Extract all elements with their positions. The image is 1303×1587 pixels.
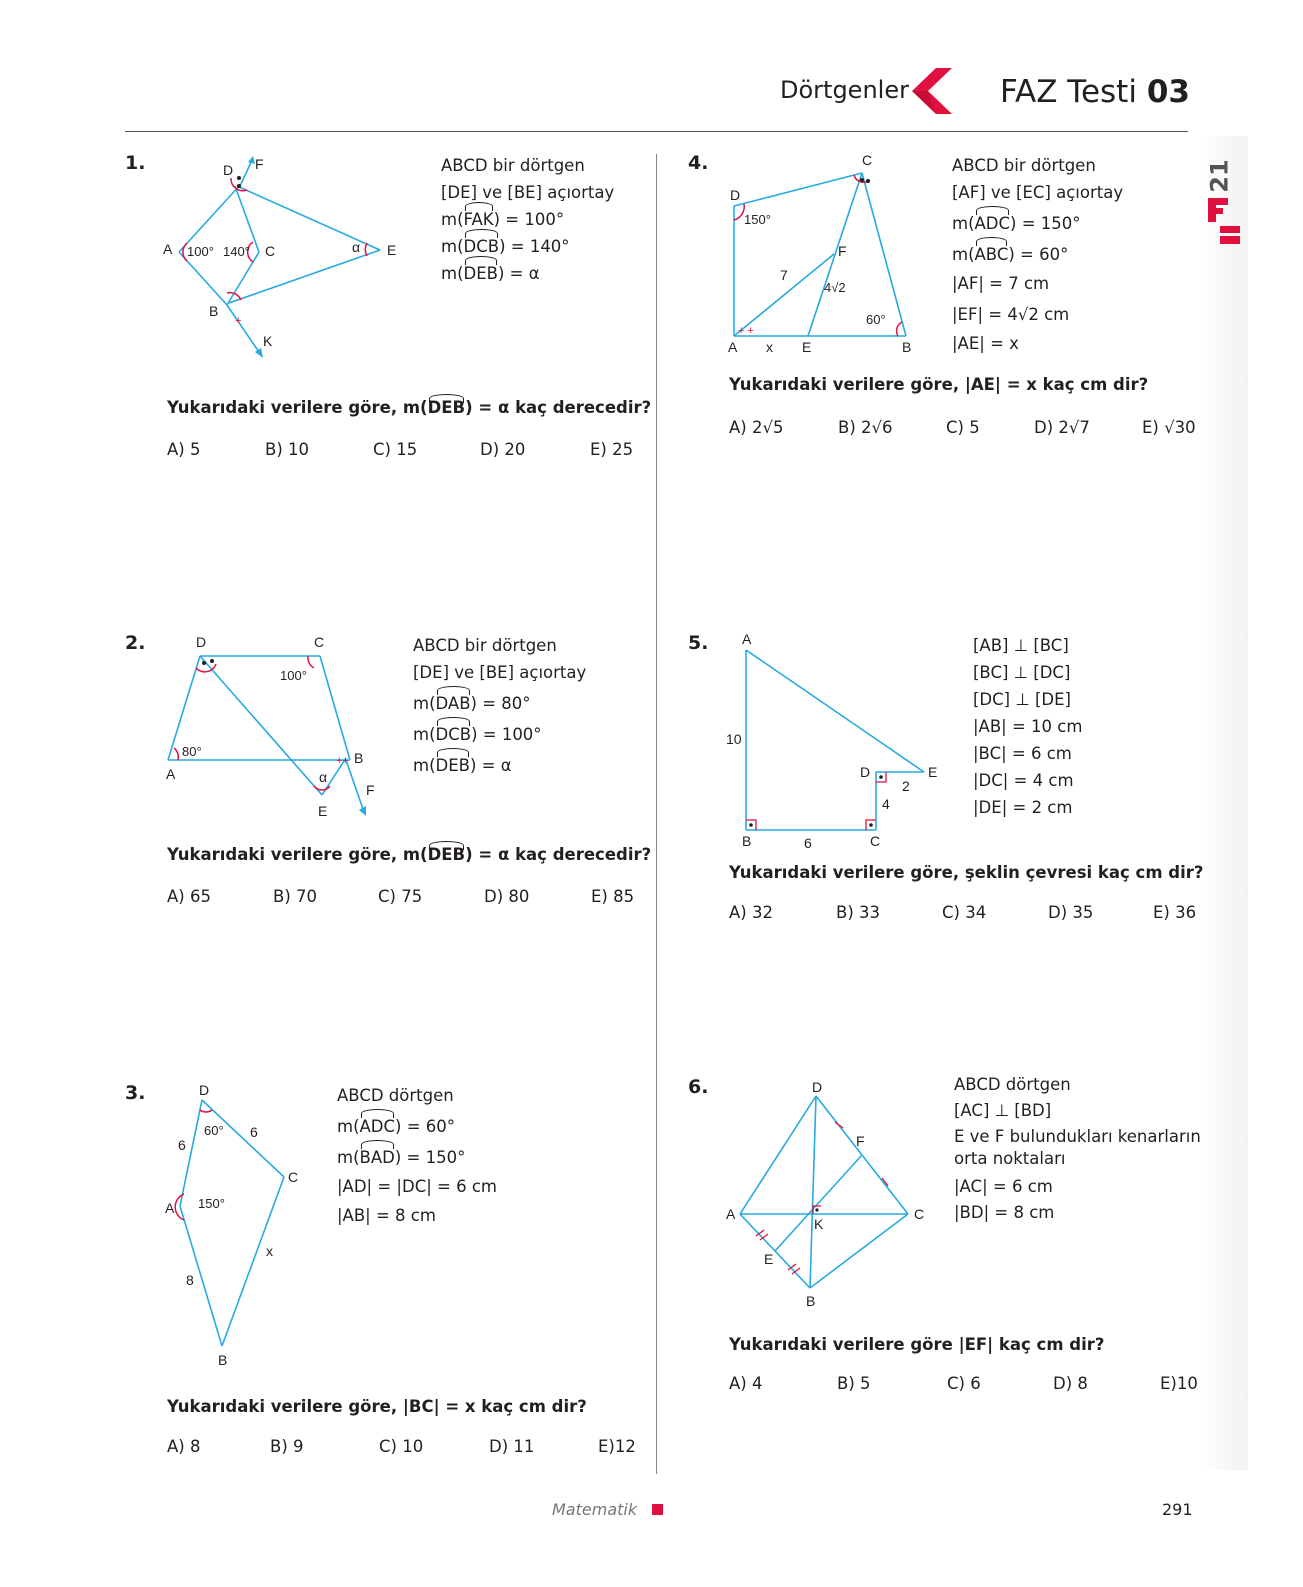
fig4-len-AE: x	[766, 339, 773, 355]
svg-text:++: ++	[336, 755, 349, 767]
givens-q3: ABCD dörtgen m(ADC) = 60° m(BAD) = 150° |AD| = |DC| = 6 cm |AB| = 8 cm	[337, 1086, 497, 1225]
fig2-angle-A: 80°	[182, 744, 202, 759]
givens-q4: ABCD bir dörtgen [AF] ve [EC] açıortay m(ADC) = 150° m(ABC) = 60° |AF| = 7 cm |EF| = 4√2 cm |AE| = x	[952, 156, 1124, 353]
fig3-label-C: C	[288, 1169, 299, 1185]
fig4-label-C: C	[862, 152, 873, 168]
fig5-len-BC: 6	[804, 835, 812, 850]
choice-q6-d[interactable]: D) 8	[1053, 1374, 1088, 1393]
svg-text:+: +	[235, 315, 242, 327]
fig4-label-A: A	[728, 339, 738, 355]
fig1-angle-E: α	[352, 239, 361, 255]
choice-q6-a[interactable]: A) 4	[729, 1374, 763, 1393]
choice-q5-c[interactable]: C) 34	[942, 903, 987, 922]
footer-subject: Matematik	[552, 1500, 638, 1519]
fig5-label-C: C	[870, 833, 881, 849]
question-number-3: 3.	[125, 1082, 146, 1104]
fig2-label-E: E	[318, 803, 328, 819]
chapter-topic: Dörtgenler	[780, 76, 909, 104]
fig4-label-D: D	[730, 187, 741, 203]
fig3-angle-D: 60°	[204, 1123, 224, 1138]
choice-q2-e[interactable]: E) 85	[591, 887, 635, 906]
fig2-angle-E: α	[319, 769, 328, 785]
fig3-label-B: B	[218, 1352, 228, 1368]
fig1-label-B: B	[209, 303, 219, 319]
fig6-label-D: D	[812, 1079, 823, 1095]
fig3-len-AB: 8	[186, 1272, 194, 1288]
footer-square-icon	[652, 1504, 663, 1515]
fig2-label-A: A	[166, 766, 176, 782]
fig4-label-F: F	[838, 243, 847, 259]
fig2-label-B: B	[354, 750, 364, 766]
fig1-label-E: E	[387, 242, 397, 258]
fig5-len-DC: 4	[882, 796, 890, 812]
fig3-len-DC: 6	[250, 1124, 258, 1140]
side-strip	[1200, 136, 1248, 1470]
choice-q4-b[interactable]: B) 2√6	[838, 418, 893, 437]
fig1-label-F: F	[255, 156, 264, 172]
question-number-6: 6.	[688, 1076, 709, 1098]
fig4-label-E: E	[802, 339, 812, 355]
question-q2: Yukarıdaki verilere göre, m(DEB) = α kaç derecedir?	[167, 845, 652, 864]
question-number-4: 4.	[688, 152, 709, 174]
figure-q5	[720, 630, 950, 850]
choice-q6-c[interactable]: C) 6	[947, 1374, 981, 1393]
fig4-label-B: B	[902, 339, 912, 355]
chevron-left-icon	[902, 66, 954, 116]
fig3-len-AD: 6	[178, 1137, 186, 1153]
figure-q4	[720, 150, 940, 360]
brand-logo-icon	[1208, 198, 1240, 246]
fig1-label-D: D	[223, 162, 234, 178]
givens-q5: [AB] ⊥ [BC] [BC] ⊥ [DC] [DC] ⊥ [DE] |AB| = 10 cm |BC| = 6 cm |DC| = 4 cm |DE| = 2 cm	[973, 636, 1083, 817]
fig3-label-D: D	[199, 1082, 210, 1098]
question-number-5: 5.	[688, 632, 709, 654]
choice-q1-a[interactable]: A) 5	[167, 440, 201, 459]
fig2-angle-C: 100°	[280, 668, 307, 683]
choice-q5-e[interactable]: E) 36	[1153, 903, 1197, 922]
choice-q1-c[interactable]: C) 15	[373, 440, 418, 459]
page-number: 291	[1162, 1500, 1193, 1519]
fig5-len-AB: 10	[726, 731, 742, 747]
fig2-label-C: C	[314, 634, 325, 650]
choice-q4-a[interactable]: A) 2√5	[729, 418, 784, 437]
choice-q3-b[interactable]: B) 9	[270, 1437, 304, 1456]
choice-q3-d[interactable]: D) 11	[489, 1437, 535, 1456]
figure-q2	[160, 630, 400, 820]
figure-q3	[160, 1080, 320, 1375]
choice-q5-d[interactable]: D) 35	[1048, 903, 1094, 922]
fig1-label-K: K	[263, 333, 273, 349]
fig3-label-A: A	[165, 1200, 175, 1216]
header-divider	[125, 131, 1188, 132]
question-q6: Yukarıdaki verilere göre |EF| kaç cm dir?	[729, 1335, 1105, 1354]
fig5-label-B: B	[742, 833, 752, 849]
choice-q5-b[interactable]: B) 33	[836, 903, 880, 922]
choice-q2-d[interactable]: D) 80	[484, 887, 530, 906]
choice-q3-e[interactable]: E)12	[598, 1437, 636, 1456]
question-q4: Yukarıdaki verilere göre, |AE| = x kaç cm dir?	[729, 375, 1149, 394]
fig3-len-BC: x	[266, 1243, 273, 1259]
svg-text:+ +: + +	[738, 325, 754, 337]
figure-q1	[155, 150, 425, 365]
fig1-angle-A: 100°	[187, 244, 214, 259]
fig1-label-A: A	[163, 241, 173, 257]
fig1-angle-C: 140°	[223, 244, 250, 259]
fig5-label-A: A	[742, 631, 752, 647]
question-number-1: 1.	[125, 152, 146, 174]
choice-q1-b[interactable]: B) 10	[265, 440, 309, 459]
test-title: FAZ Testi 03	[1000, 74, 1190, 110]
fig5-label-E: E	[928, 764, 938, 780]
fig6-label-F: F	[856, 1133, 865, 1149]
fig5-label-D: D	[860, 764, 871, 780]
fig4-angle-D: 150°	[744, 212, 771, 227]
fig4-len-EF: 4√2	[824, 280, 846, 295]
givens-q2: ABCD bir dörtgen [DE] ve [BE] açıortay m(DAB) = 80° m(DCB) = 100° m(DEB) = α	[413, 632, 586, 779]
choice-q4-c[interactable]: C) 5	[946, 418, 980, 437]
choice-q3-c[interactable]: C) 10	[379, 1437, 424, 1456]
question-q1: Yukarıdaki verilere göre, m(DEB) = α kaç derecedir?	[167, 398, 652, 417]
choice-q4-e[interactable]: E) √30	[1142, 418, 1196, 437]
fig6-label-B: B	[806, 1293, 816, 1309]
side-page-number: 21	[1205, 159, 1234, 193]
fig1-label-C: C	[265, 243, 276, 259]
question-q3: Yukarıdaki verilere göre, |BC| = x kaç cm dir?	[167, 1397, 587, 1416]
fig3-angle-A: 150°	[198, 1196, 225, 1211]
choice-q6-e[interactable]: E)10	[1160, 1374, 1198, 1393]
choice-q6-b[interactable]: B) 5	[837, 1374, 871, 1393]
choice-q2-c[interactable]: C) 75	[378, 887, 423, 906]
choice-q2-b[interactable]: B) 70	[273, 887, 317, 906]
fig2-label-F: F	[366, 782, 375, 798]
choice-q3-a[interactable]: A) 8	[167, 1437, 201, 1456]
givens-q1: ABCD bir dörtgen [DE] ve [BE] açıortay m(FAK) = 100° m(DCB) = 140° m(DEB) = α	[441, 152, 614, 287]
fig4-len-AF: 7	[780, 267, 788, 283]
question-number-2: 2.	[125, 632, 146, 654]
question-q5: Yukarıdaki verilere göre, şeklin çevresi kaç cm dir?	[729, 863, 1204, 882]
fig6-label-C: C	[914, 1206, 925, 1222]
choice-q4-d[interactable]: D) 2√7	[1034, 418, 1090, 437]
fig6-label-K: K	[814, 1216, 824, 1232]
fig6-label-A: A	[726, 1206, 736, 1222]
figure-q6	[720, 1074, 940, 1314]
fig5-len-DE: 2	[902, 778, 910, 794]
choice-q1-e[interactable]: E) 25	[590, 440, 634, 459]
choice-q5-a[interactable]: A) 32	[729, 903, 773, 922]
givens-q6: ABCD dörtgen [AC] ⊥ [BD] E ve F bulundukları kenarların orta noktaları |AC| = 6 cm |BD| = 8 cm	[954, 1075, 1201, 1222]
column-divider	[656, 154, 657, 1474]
choice-q2-a[interactable]: A) 65	[167, 887, 211, 906]
choice-q1-d[interactable]: D) 20	[480, 440, 526, 459]
fig4-angle-B: 60°	[866, 312, 886, 327]
fig2-label-D: D	[196, 634, 207, 650]
fig6-label-E: E	[764, 1251, 774, 1267]
